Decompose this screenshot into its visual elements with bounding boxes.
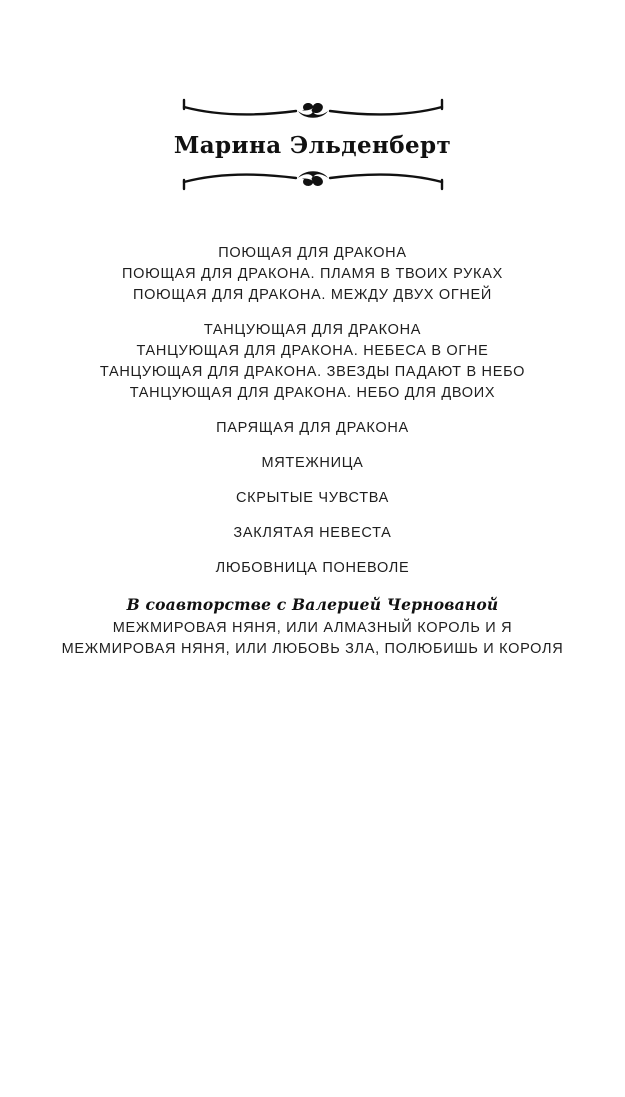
work-title: ЛЮБОВНИЦА ПОНЕВОЛЕ: [215, 560, 410, 576]
works-group-singing: [0, 243, 625, 306]
coauthor-heading: В соавторстве с Валерией Чернованой: [126, 595, 499, 614]
ornament-top: [178, 96, 448, 122]
works-group-mistress: [0, 558, 625, 579]
work-title: ТАНЦУЮЩАЯ ДЛЯ ДРАКОНА. ЗВЕЗДЫ ПАДАЮТ В НЕБО: [99, 364, 526, 380]
coauthor-works-group: [0, 618, 625, 660]
work-title: ТАНЦУЮЩАЯ ДЛЯ ДРАКОНА: [203, 322, 422, 338]
work-title: МЯТЕЖНИЦА: [261, 455, 364, 471]
works-list: [0, 243, 625, 660]
works-group-cursed-bride: [0, 523, 625, 544]
work-title: ПОЮЩАЯ ДЛЯ ДРАКОНА: [218, 245, 407, 261]
works-group-soaring: [0, 418, 625, 439]
ornament-bottom: [178, 167, 448, 193]
work-title: ТАНЦУЮЩАЯ ДЛЯ ДРАКОНА. НЕБО ДЛЯ ДВОИХ: [129, 385, 496, 401]
work-title: СКРЫТЫЕ ЧУВСТВА: [235, 490, 390, 506]
work-title: ПОЮЩАЯ ДЛЯ ДРАКОНА. МЕЖДУ ДВУХ ОГНЕЙ: [132, 287, 493, 303]
works-group-dancing: [0, 320, 625, 404]
works-group-rebel: [0, 453, 625, 474]
author-block: [0, 96, 625, 193]
work-title: ПОЮЩАЯ ДЛЯ ДРАКОНА. ПЛАМЯ В ТВОИХ РУКАХ: [122, 266, 503, 282]
author-name: Марина Эльденберт: [173, 132, 452, 159]
work-title: ЗАКЛЯТАЯ НЕВЕСТА: [233, 525, 392, 541]
work-title: ТАНЦУЮЩАЯ ДЛЯ ДРАКОНА. НЕБЕСА В ОГНЕ: [136, 343, 489, 359]
work-title: ПАРЯЩАЯ ДЛЯ ДРАКОНА: [216, 420, 409, 436]
works-group-hidden-feelings: [0, 488, 625, 509]
work-title: МЕЖМИРОВАЯ НЯНЯ, ИЛИ АЛМАЗНЫЙ КОРОЛЬ И Я: [112, 620, 513, 636]
work-title: МЕЖМИРОВАЯ НЯНЯ, ИЛИ ЛЮБОВЬ ЗЛА, ПОЛЮБИШЬ И КОРОЛЯ: [61, 641, 564, 657]
book-front-matter-page: [0, 96, 625, 1097]
